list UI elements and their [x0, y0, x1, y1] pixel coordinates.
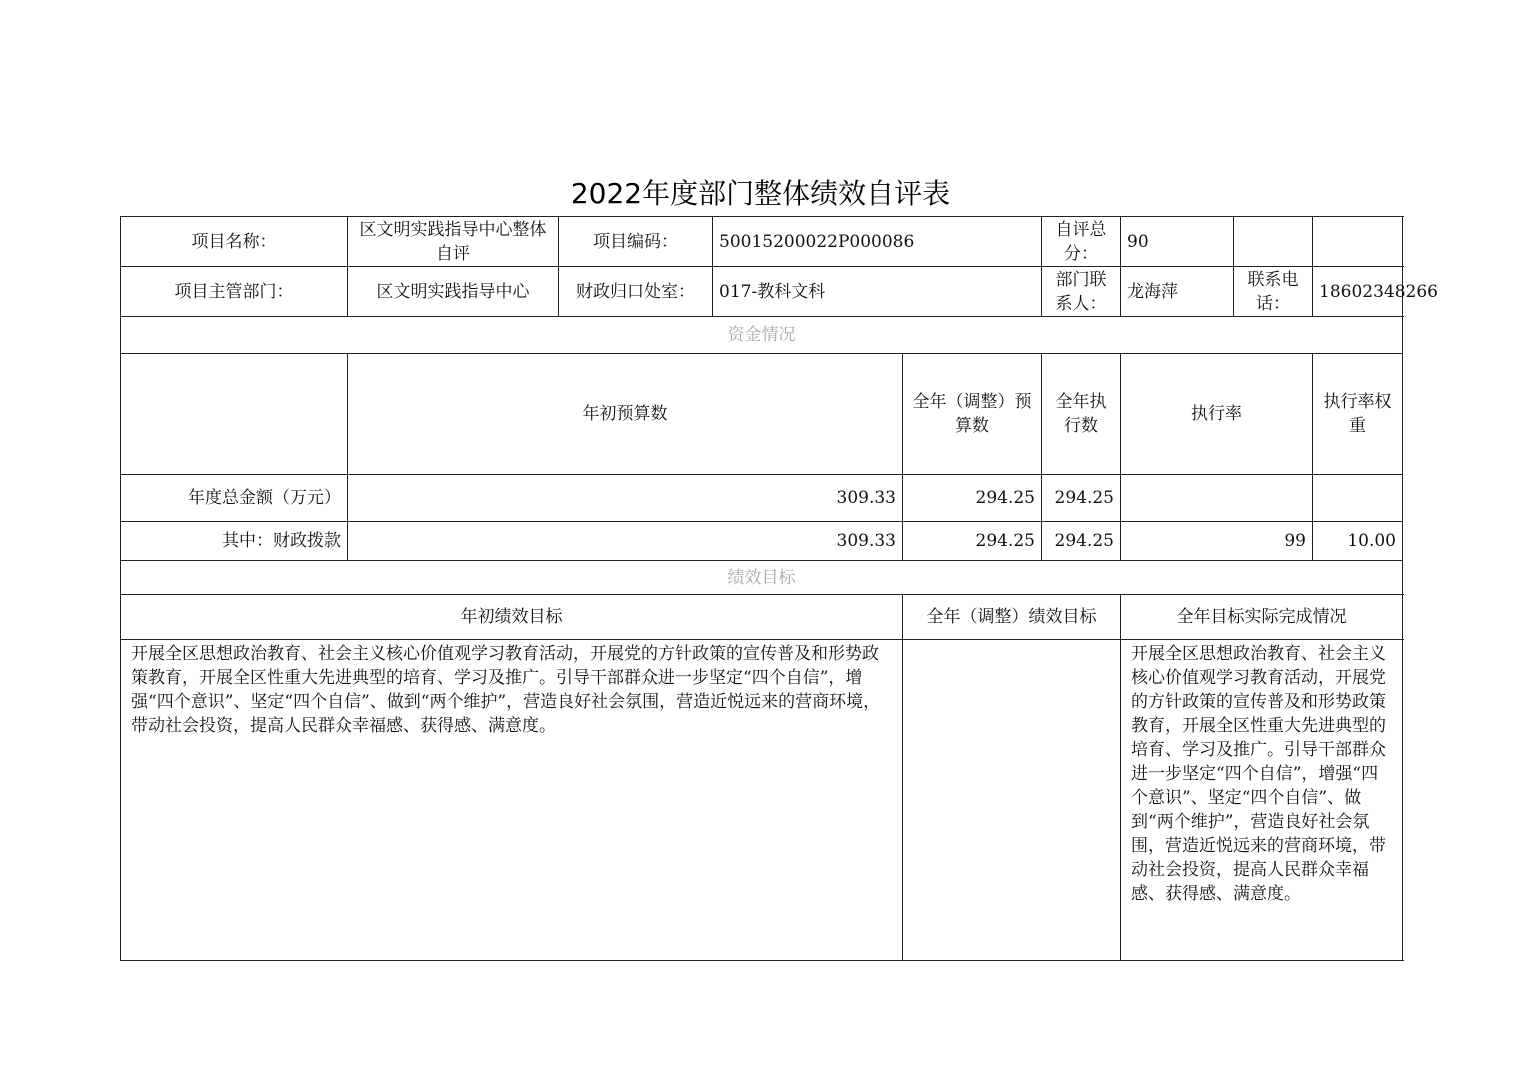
performance-section-row	[121, 561, 1403, 595]
actual-completion-text: 开展全区思想政治教育、社会主义核心价值观学习教育活动，开展党的方针政策的宣传普及和形势政策教育，开展全区性重大先进典型的培育、学习及推广。引导干部群众进一步坚定“四个自信”，增强“四个意识”、坚定“四个自信”、做到“两个维护”，营造良好社会氛围，营造近悦远来的营商环境，带动社会投资，提高人民群众幸福感、获得感、满意度。	[1121, 640, 1403, 961]
page-title: 2022年度部门整体绩效自评表	[570, 177, 951, 210]
performance-content-row	[121, 640, 1403, 961]
project-code-value: 50015200022P000086	[713, 217, 1042, 267]
project-code-label: 项目编码：	[559, 217, 713, 267]
funds-section-title: 资金情况	[121, 317, 1403, 354]
funds-fiscal-row	[121, 522, 1403, 561]
adjusted-budget-header: 全年（调整）预算数	[903, 354, 1042, 475]
funds-total-label: 年度总金额（万元）	[121, 475, 348, 522]
funds-fiscal-executed: 294.25	[1042, 522, 1121, 561]
empty-cell	[1313, 217, 1403, 267]
empty-cell	[1234, 217, 1313, 267]
funds-total-weight	[1313, 475, 1403, 522]
contact-value: 龙海萍	[1121, 267, 1234, 317]
phone-label: 联系电话：	[1234, 267, 1313, 317]
dept-label: 项目主管部门：	[121, 267, 348, 317]
department-info-row	[121, 267, 1403, 317]
funds-fiscal-adjusted: 294.25	[903, 522, 1042, 561]
project-name-value: 区文明实践指导中心整体自评	[348, 217, 559, 267]
actual-completion-header: 全年目标实际完成情况	[1121, 595, 1403, 640]
contact-label: 部门联系人：	[1042, 267, 1121, 317]
finance-office-value: 017-教科文科	[713, 267, 1042, 317]
performance-header-row	[121, 595, 1403, 640]
rate-weight-header: 执行率权重	[1313, 354, 1403, 475]
self-score-value: 90	[1121, 217, 1234, 267]
funds-total-adjusted: 294.25	[903, 475, 1042, 522]
performance-section-title: 绩效目标	[121, 561, 1403, 595]
project-name-label: 项目名称：	[121, 217, 348, 267]
funds-fiscal-rate: 99	[1121, 522, 1313, 561]
project-info-row	[121, 217, 1403, 267]
funds-total-executed: 294.25	[1042, 475, 1121, 522]
funds-fiscal-weight: 10.00	[1313, 522, 1403, 561]
funds-fiscal-label: 其中：财政拨款	[121, 522, 348, 561]
rate-header: 执行率	[1121, 354, 1313, 475]
initial-budget-header: 年初预算数	[348, 354, 903, 475]
funds-header-row	[121, 354, 1403, 475]
evaluation-table	[120, 216, 1438, 961]
initial-goal-header: 年初绩效目标	[121, 595, 903, 640]
empty-cell	[121, 354, 348, 475]
funds-total-row	[121, 475, 1403, 522]
initial-goal-text: 开展全区思想政治教育、社会主义核心价值观学习教育活动，开展党的方针政策的宣传普及和形势政策教育，开展全区性重大先进典型的培育、学习及推广。引导干部群众进一步坚定“四个自信”，增强“四个意识”、坚定“四个自信”、做到“两个维护”，营造良好社会氛围，营造近悦远来的营商环境，带动社会投资，提高人民群众幸福感、获得感、满意度。	[121, 640, 903, 961]
self-score-label: 自评总分：	[1042, 217, 1121, 267]
funds-total-rate	[1121, 475, 1313, 522]
funds-section-row	[121, 317, 1403, 354]
phone-value: 18602348266	[1313, 267, 1403, 317]
adjusted-goal-text	[903, 640, 1121, 961]
dept-value: 区文明实践指导中心	[348, 267, 559, 317]
finance-office-label: 财政归口处室：	[559, 267, 713, 317]
adjusted-goal-header: 全年（调整）绩效目标	[903, 595, 1121, 640]
funds-total-initial: 309.33	[348, 475, 903, 522]
funds-fiscal-initial: 309.33	[348, 522, 903, 561]
executed-header: 全年执行数	[1042, 354, 1121, 475]
